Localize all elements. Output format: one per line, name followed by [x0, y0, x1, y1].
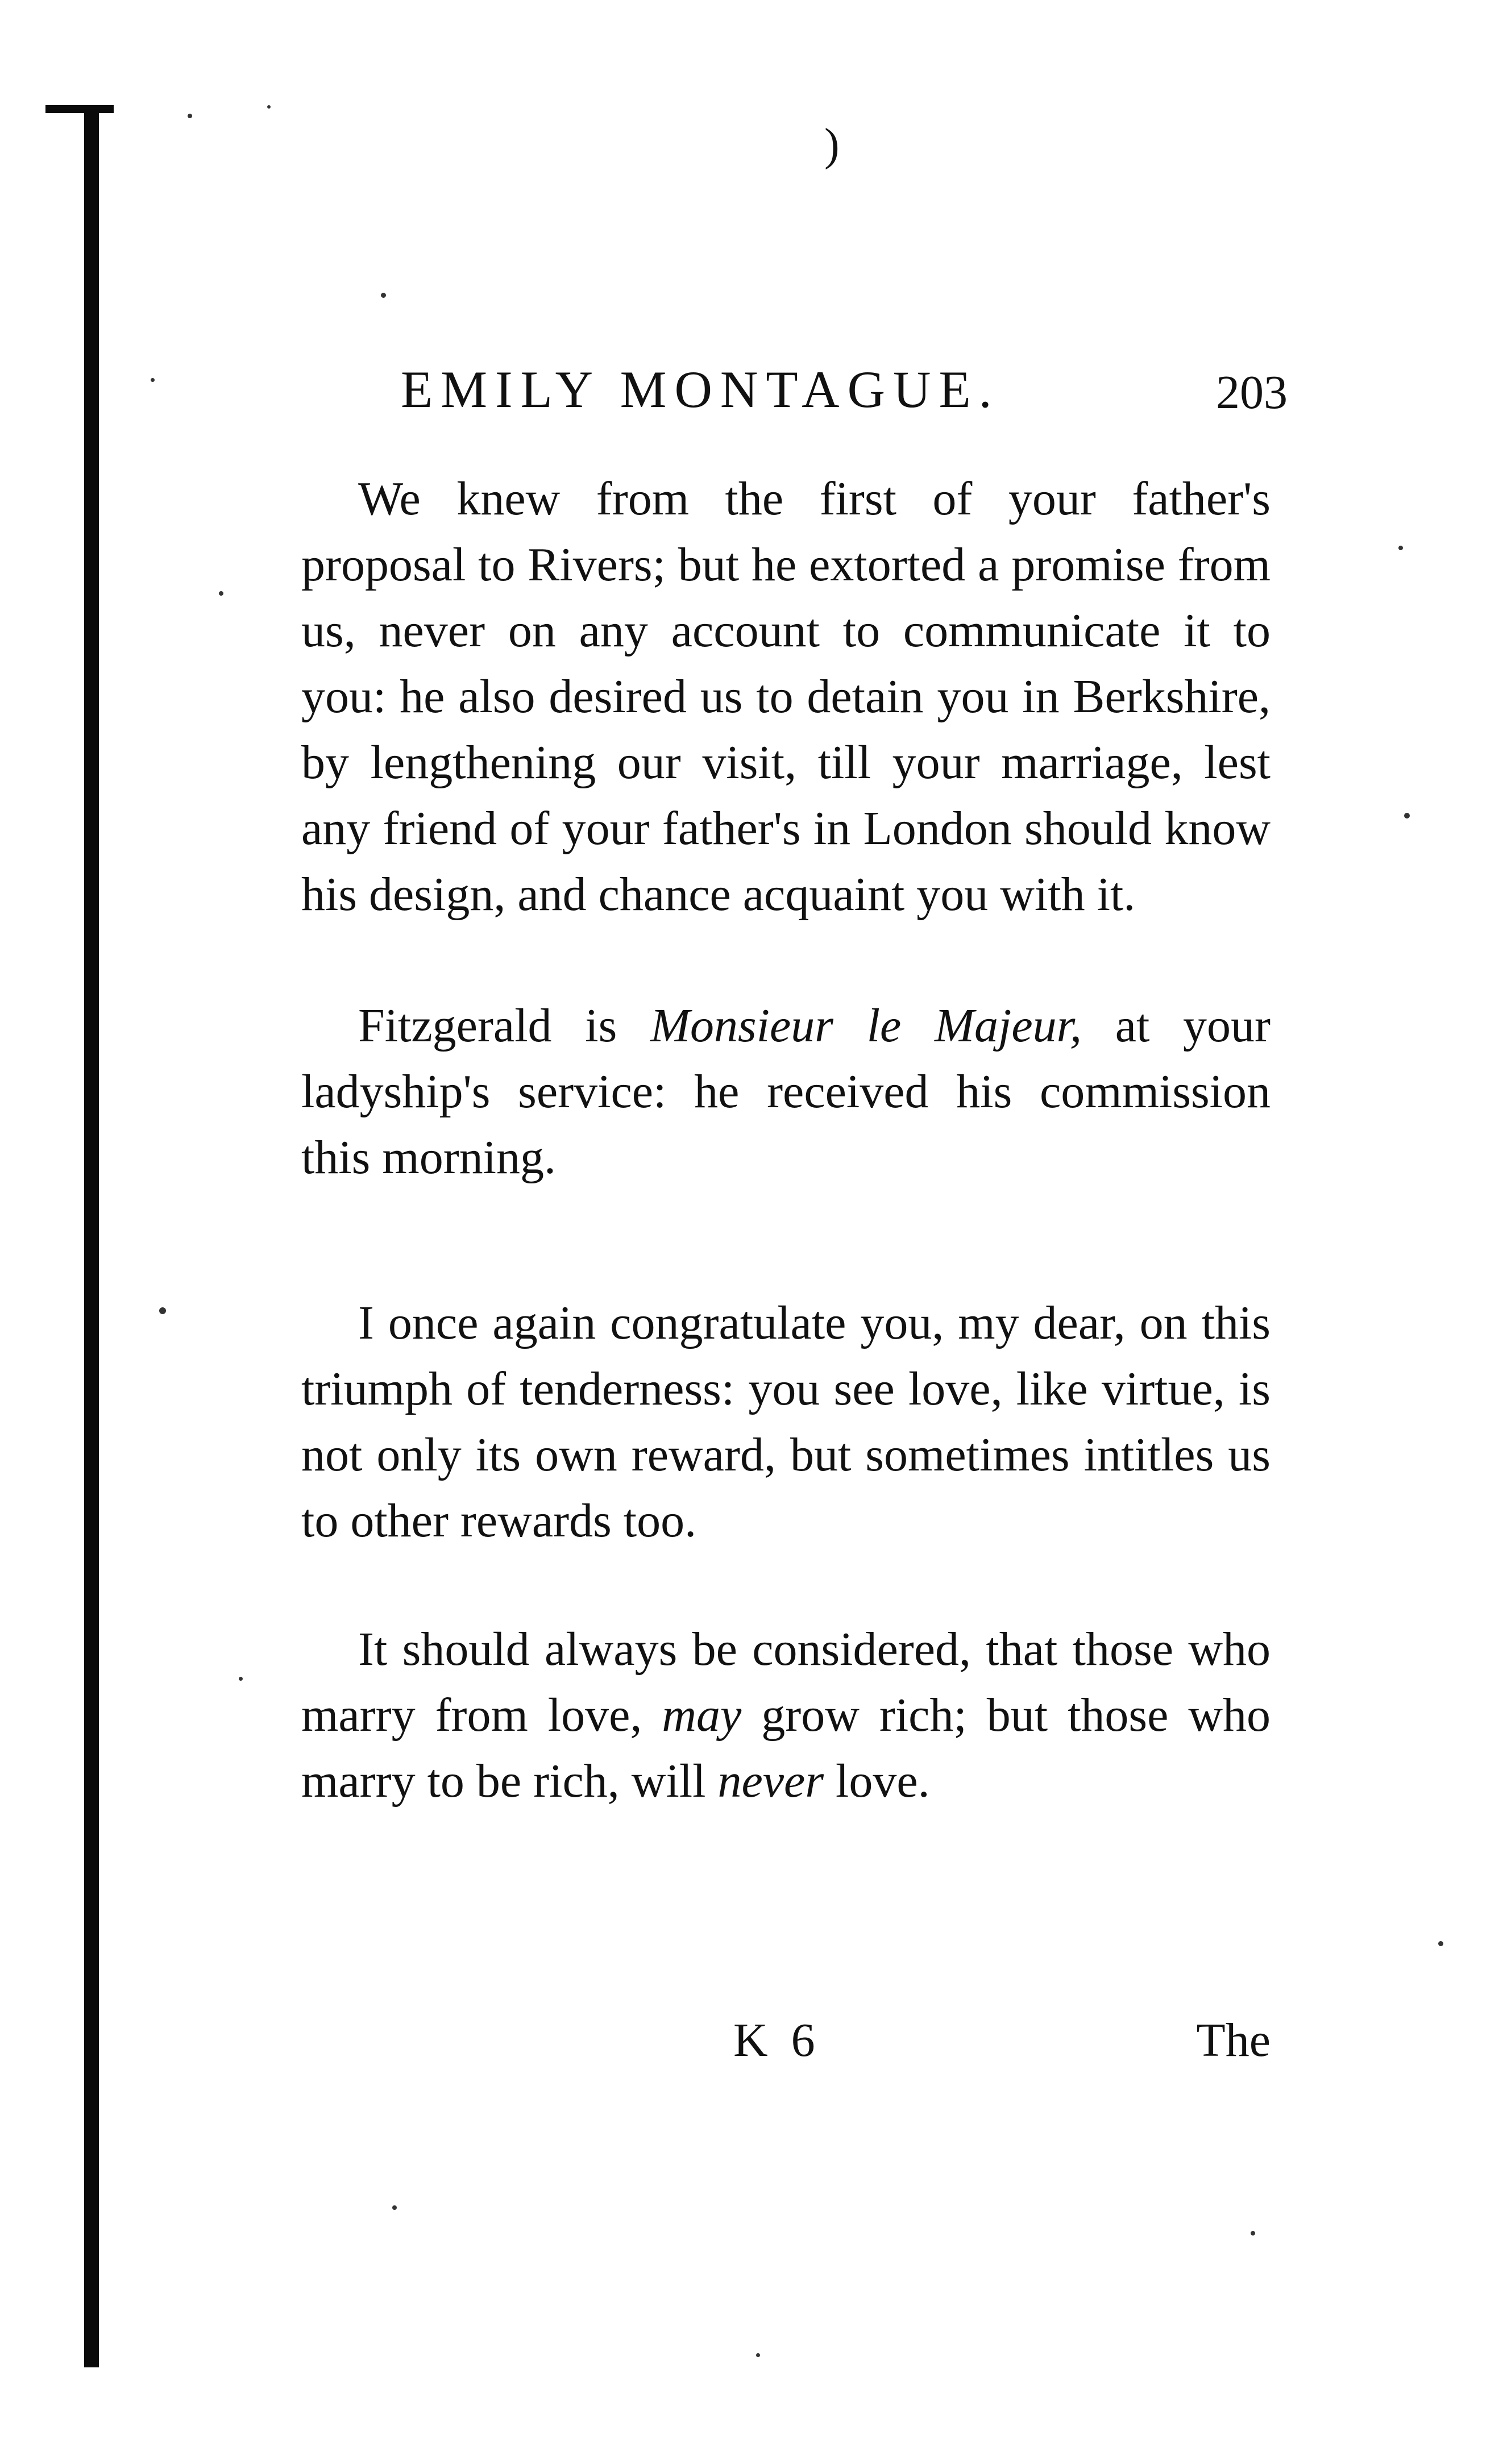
speck [1438, 1941, 1443, 1946]
page-footer [301, 2006, 1271, 2075]
speck [188, 114, 192, 118]
page-number: 203 [1216, 366, 1288, 419]
gutter-shadow-bar [84, 105, 99, 2367]
running-head-title: EMILY MONTAGUE. [401, 360, 1000, 418]
speck [151, 378, 155, 382]
speck [1404, 813, 1410, 818]
paragraph-2-text-b: at your ladyship's service: he received his commission this morning. [301, 999, 1271, 1184]
paragraph-4-text-c: love. [836, 1755, 930, 1808]
speck [267, 105, 271, 109]
paragraph-4-italic-may: may [662, 1689, 742, 1742]
paragraph-4-italic-never: never [717, 1755, 824, 1808]
gutter-edge-top [45, 105, 114, 113]
running-head [401, 358, 1288, 421]
speck [239, 1677, 243, 1681]
paragraph-4-text-a: It should always be considered, that those who marry from love, [301, 1623, 1271, 1742]
paragraph-3-text: I once again congratulate you, my dear, on this triumph of tenderness: you see love, like virtue, is not only its own reward, but sometimes intitles us to other rewards too. [301, 1297, 1271, 1547]
speck [1251, 2231, 1255, 2236]
speck [381, 293, 386, 298]
paragraph-1-text: We knew from the first of your father's proposal to Rivers; but he extorted a promise from us, never on any account to communicate it to you: he also desired us to detain you in Berkshire, by lengthening our visit, till your marriage, lest any friend of your father's in London should know his design, and chance acquaint you with it. [301, 472, 1271, 921]
folio-mark: ) [824, 120, 840, 170]
paragraph-2 [301, 993, 1271, 1191]
speck [756, 2353, 760, 2357]
paragraph-2-italic: Monsieur le Majeur, [650, 999, 1082, 1052]
speck [392, 2205, 397, 2210]
paragraph-4-text-b: grow rich; but those who marry to be rich, will [301, 1689, 1271, 1808]
speck [219, 591, 223, 596]
paragraph-1 [301, 466, 1271, 928]
paragraph-2-text-a: Fitzgerald is [358, 999, 617, 1052]
paragraph-4 [301, 1617, 1271, 1814]
catchword: The [1196, 2014, 1271, 2067]
body-text [301, 466, 1271, 1814]
speck [1398, 546, 1403, 550]
speck [159, 1307, 166, 1314]
paragraph-3 [301, 1290, 1271, 1554]
signature-mark: K 6 [733, 2014, 821, 2067]
